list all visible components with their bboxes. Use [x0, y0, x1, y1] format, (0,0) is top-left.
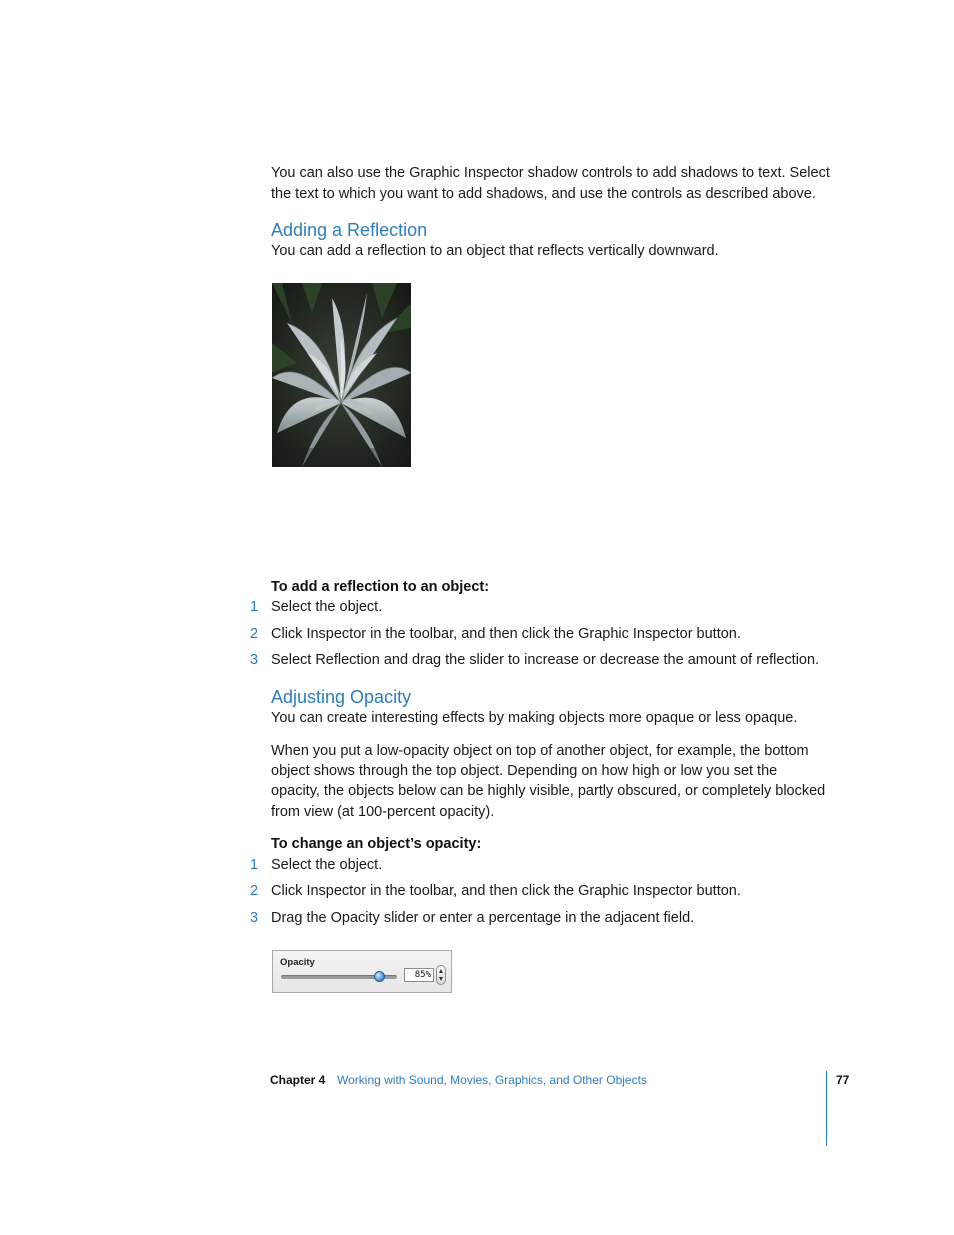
opacity-body-2-line-1: When you put a low-opacity object on top of another object, for example, the bottom: [271, 743, 809, 759]
section-heading-reflection: Adding a Reflection: [271, 220, 428, 240]
step-number: 1: [250, 599, 259, 615]
opacity-value-field[interactable]: 85%: [404, 968, 434, 982]
intro-line-1: You can also use the Graphic Inspector shadow controls to add shadows to text. Select: [271, 165, 830, 181]
reflection-procedure-lead: To add a reflection to an object:: [271, 579, 490, 595]
opacity-stepper[interactable]: [436, 965, 446, 985]
step-text: Select the object.: [271, 857, 383, 873]
agave-reflection: [272, 467, 411, 545]
step-number: 2: [250, 883, 259, 899]
agave-photo: [272, 283, 411, 467]
page-number: 77: [836, 1073, 850, 1087]
opacity-control-panel: [272, 950, 452, 993]
step-text: Click Inspector in the toolbar, and then click the Graphic Inspector button.: [271, 626, 741, 642]
step-text: Select the object.: [271, 599, 383, 615]
opacity-body-2-line-2: object shows through the top object. Depending on how high or low you set the: [271, 763, 778, 779]
step-number: 1: [250, 857, 259, 873]
step-text: Select Reflection and drag the slider to increase or decrease the amount of reflection.: [271, 652, 820, 668]
agave-image: [272, 283, 411, 467]
reflection-body: You can add a reflection to an object that reflects vertically downward.: [271, 243, 719, 259]
footer-divider: [826, 1071, 827, 1146]
opacity-body-2-line-4: from view (at 100-percent opacity).: [271, 804, 495, 820]
opacity-label: Opacity: [280, 957, 315, 968]
step-number: 3: [250, 910, 259, 926]
agave-reflection-figure: [272, 283, 411, 545]
opacity-procedure-lead: To change an object’s opacity:: [271, 836, 482, 852]
footer-chapter-title: Working with Sound, Movies, Graphics, and Other Objects: [337, 1073, 647, 1087]
stepper-down-arrow-icon[interactable]: [439, 977, 443, 981]
step-number: 2: [250, 626, 259, 642]
stepper-up-arrow-icon[interactable]: [439, 969, 443, 973]
step-text: Click Inspector in the toolbar, and then click the Graphic Inspector button.: [271, 883, 741, 899]
opacity-slider-thumb[interactable]: [374, 971, 385, 982]
intro-line-2: the text to which you want to add shadows, and use the controls as described above.: [271, 186, 816, 202]
section-heading-opacity: Adjusting Opacity: [271, 687, 412, 707]
footer-chapter-label: Chapter 4: [270, 1073, 326, 1087]
step-text: Drag the Opacity slider or enter a percentage in the adjacent field.: [271, 910, 695, 926]
opacity-body-2-line-3: opacity, the objects below can be highly visible, partly obscured, or completely blocked: [271, 783, 826, 799]
opacity-body-1: You can create interesting effects by making objects more opaque or less opaque.: [271, 710, 798, 726]
step-number: 3: [250, 652, 259, 668]
